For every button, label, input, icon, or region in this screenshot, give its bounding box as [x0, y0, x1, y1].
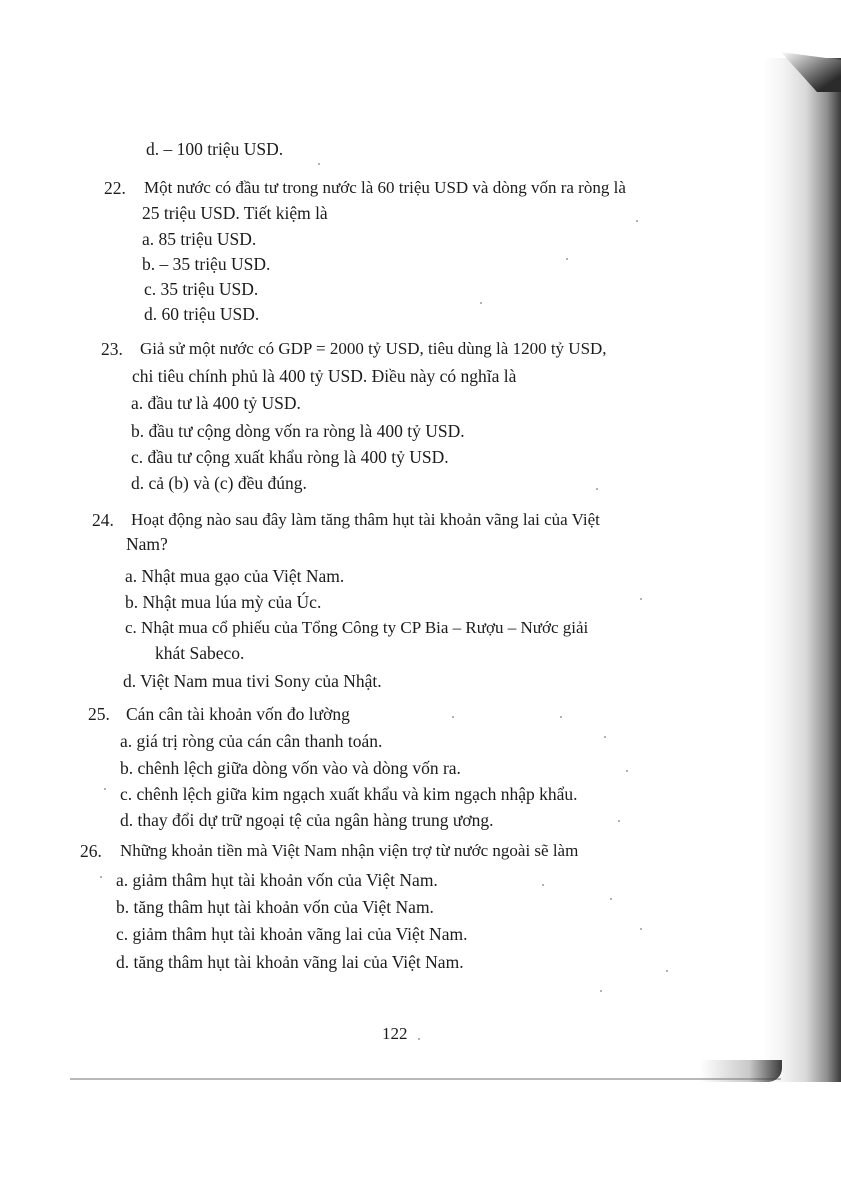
answer-option-a: a. đầu tư là 400 tỷ USD.	[131, 393, 301, 413]
answer-option-c: c. 35 triệu USD.	[144, 279, 259, 299]
scan-speck	[626, 770, 628, 772]
scan-speck	[542, 884, 544, 886]
answer-option-a: a. Nhật mua gạo của Việt Nam.	[125, 566, 345, 586]
scan-speck	[104, 788, 106, 790]
scan-speck	[452, 716, 454, 718]
question-number: 24.	[92, 510, 114, 530]
answer-option-c: c. giảm thâm hụt tài khoản vãng lai của Việt Nam.	[116, 924, 468, 944]
answer-option-d: d. 60 triệu USD.	[144, 304, 260, 324]
page-bottom-edge	[70, 1078, 781, 1080]
scan-speck	[666, 970, 668, 972]
answer-option-c: c. đầu tư cộng xuất khẩu ròng là 400 tỷ USD.	[131, 447, 449, 467]
answer-option-a: a. 85 triệu USD.	[142, 229, 257, 249]
question-stem-line: Những khoản tiền mà Việt Nam nhận viện trợ từ nước ngoài sẽ làm	[120, 841, 579, 860]
scan-speck	[480, 302, 482, 304]
answer-option-b: b. đầu tư cộng dòng vốn ra ròng là 400 tỷ USD.	[131, 421, 465, 441]
scan-speck	[560, 716, 562, 718]
answer-option-d: d. cả (b) và (c) đều đúng.	[131, 473, 307, 493]
question-number: 23.	[101, 339, 123, 359]
question-stem-line: Nam?	[126, 534, 168, 554]
question-stem-line: Giả sử một nước có GDP = 2000 tỷ USD, tiêu dùng là 1200 tỷ USD,	[140, 339, 607, 358]
scan-speck	[100, 876, 102, 878]
answer-option-b: b. tăng thâm hụt tài khoản vốn của Việt Nam.	[116, 897, 434, 917]
question-number: 25.	[88, 704, 110, 724]
answer-option-a: a. giá trị ròng của cán cân thanh toán.	[120, 731, 383, 751]
page-number: 122	[382, 1024, 408, 1043]
question-stem-line: Cán cân tài khoản vốn đo lường	[126, 704, 350, 724]
question-number: 26.	[80, 841, 102, 861]
question-stem-line: chi tiêu chính phủ là 400 tỷ USD. Điều này có nghĩa là	[132, 366, 517, 386]
scan-speck	[636, 220, 638, 222]
scan-speck	[600, 990, 602, 992]
scan-speck	[596, 488, 598, 490]
scan-speck	[640, 598, 642, 600]
page-bottom-corner-shadow	[700, 1060, 782, 1082]
answer-option-a: a. giảm thâm hụt tài khoản vốn của Việt Nam.	[116, 870, 438, 890]
question-stem-line: 25 triệu USD. Tiết kiệm là	[142, 203, 328, 223]
answer-option-d: d. tăng thâm hụt tài khoản vãng lai của Việt Nam.	[116, 952, 464, 972]
question-stem-line: Hoạt động nào sau đây làm tăng thâm hụt tài khoản vãng lai của Việt	[131, 510, 600, 529]
scan-speck	[566, 258, 568, 260]
previous-question-option-d: d. – 100 triệu USD.	[146, 139, 284, 159]
answer-option-d: d. thay đổi dự trữ ngoại tệ của ngân hàng trung ương.	[120, 810, 494, 830]
scan-speck	[610, 898, 612, 900]
scan-speck	[318, 163, 320, 165]
answer-option-d: d. Việt Nam mua tivi Sony của Nhật.	[123, 671, 382, 691]
answer-option-c-continued: khát Sabeco.	[155, 643, 245, 663]
answer-option-b: b. Nhật mua lúa mỳ của Úc.	[125, 592, 322, 612]
answer-option-c: c. Nhật mua cổ phiếu của Tổng Công ty CP Bia – Rượu – Nước giải	[125, 618, 589, 637]
scan-speck	[618, 820, 620, 822]
scan-speck	[418, 1038, 420, 1040]
scan-speck	[604, 736, 606, 738]
book-spine-shadow	[763, 58, 841, 1082]
question-stem-line: Một nước có đầu tư trong nước là 60 triệu USD và dòng vốn ra ròng là	[144, 178, 626, 197]
answer-option-c: c. chênh lệch giữa kim ngạch xuất khẩu và kim ngạch nhập khẩu.	[120, 784, 578, 804]
scan-speck	[640, 928, 642, 930]
answer-option-b: b. – 35 triệu USD.	[142, 254, 271, 274]
question-number: 22.	[104, 178, 126, 198]
answer-option-b: b. chênh lệch giữa dòng vốn vào và dòng vốn ra.	[120, 758, 461, 778]
